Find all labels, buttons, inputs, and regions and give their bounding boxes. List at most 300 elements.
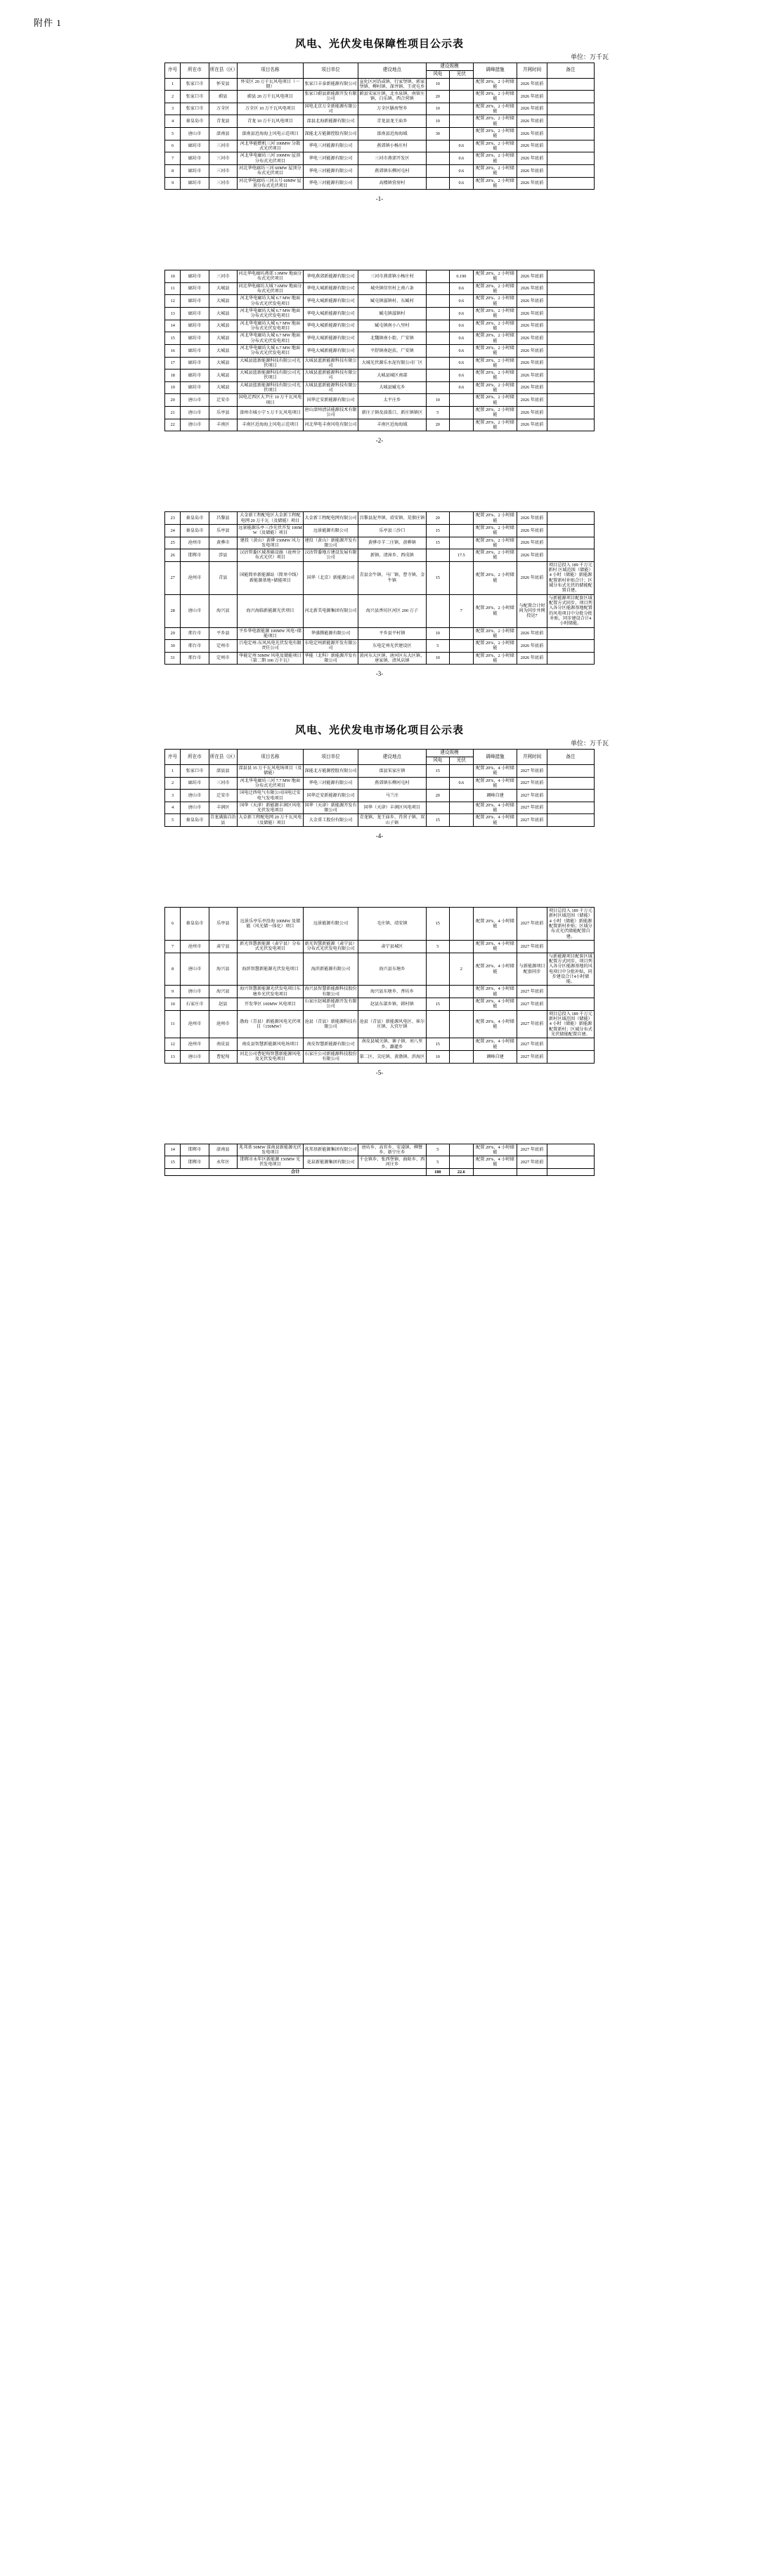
cell-site: 第二区、尖坨镇、黄渤镇、滨海区 [358, 1050, 426, 1063]
page-number-4: -4- [375, 832, 384, 840]
cell-online-time: 2026 年底前 [517, 91, 547, 103]
cell-project-unit: 深能北方能源控股有限公司 [303, 764, 358, 777]
cell-project-unit: 华电三河能源有限公司 [303, 164, 358, 177]
cell-county: 大城县 [209, 320, 237, 332]
cell-remark [547, 394, 594, 407]
cell-city: 秦皇岛市 [181, 115, 209, 128]
th-online-time: 并网时间 [517, 63, 547, 79]
cell-site: 三河市燕郊镇小杨庄村 [358, 270, 426, 283]
cell-city: 廊坊市 [181, 270, 209, 283]
cell-pv [450, 128, 474, 140]
cell-seq: 3 [165, 103, 181, 115]
cell-county: 丰润区 [209, 802, 237, 814]
cell-pv: 0.6 [450, 164, 474, 177]
cell-remark [547, 152, 594, 165]
cell-remark [547, 91, 594, 103]
table-row [165, 332, 595, 345]
cell-pv [450, 940, 474, 953]
cell-wind [426, 140, 450, 152]
cell-wind: 5 [426, 1156, 450, 1169]
cell-remark [547, 78, 594, 91]
cell-county: 乐亭县 [209, 407, 237, 419]
cell-storage: 配置 20%、2 小时储能 [473, 103, 517, 115]
cell-online-time: 2026 年底前 [517, 357, 547, 370]
table-shichanghua-p5 [164, 907, 595, 1063]
cell-county: 滦南县 [209, 128, 237, 140]
cell-pv: 0.6 [450, 344, 474, 357]
cell-storage: 配置 20%、4 小时储能 [473, 1010, 517, 1038]
cell-pv [450, 790, 474, 802]
cell-wind [426, 777, 450, 790]
total-storage [473, 1168, 517, 1175]
cell-pv [450, 986, 474, 998]
cell-storage: 配置 20%、2 小时储能 [473, 640, 517, 653]
cell-storage: 配置 20%、2 小时储能 [473, 128, 517, 140]
cell-remark [547, 549, 594, 562]
cell-project-unit: 华电燕郊新能源有限公司 [303, 270, 358, 283]
table-row [165, 320, 595, 332]
table-row [165, 370, 595, 382]
cell-county: 平乡县 [209, 627, 237, 640]
table-row [165, 640, 595, 653]
cell-online-time: 2026 年底前 [517, 295, 547, 308]
cell-project-name: 海滨智慧新能源光伏发电项目 [237, 953, 303, 986]
cell-project-name: 大城县蓝新能源科技有限公司光伏项目 [237, 381, 303, 394]
cell-site: 滦县宋家庄镇 [358, 764, 426, 777]
th2-storage: 调峰措施 [473, 750, 517, 765]
cell-project-unit: 华电三河能源有限公司 [303, 777, 358, 790]
cell-remark [547, 320, 594, 332]
cell-online-time: 2026 年底前 [517, 103, 547, 115]
cell-wind [426, 1010, 450, 1038]
cell-site: 沧县（青县）新能源风电区、崔尔庄镇、大官厅镇 [358, 1010, 426, 1038]
cell-site: 海兴县东塘乡 [358, 953, 426, 986]
cell-project-name: 河北华电廊坊大城 7.6MW 地面分布式光伏项目 [238, 283, 302, 294]
cell-project-name: 南皮县智慧新能源风电场项目 [237, 1038, 303, 1051]
cell-pv [450, 1156, 474, 1169]
cell-seq: 12 [165, 295, 181, 308]
cell-project-unit: 新光智慧新能源（肃宁县）分布式光伏发电有限公司 [303, 940, 358, 953]
th2-city: 所在市 [181, 750, 209, 765]
cell-county: 三河市 [209, 177, 237, 190]
th-seq: 序号 [165, 63, 181, 79]
table-row [165, 1050, 595, 1063]
cell-wind [426, 282, 450, 295]
cell-pv [450, 115, 474, 128]
table-row [165, 561, 595, 594]
cell-seq: 16 [165, 344, 181, 357]
tbody-p2 [165, 270, 595, 431]
cell-online-time: 2026 年底前 [517, 282, 547, 295]
cell-pv [450, 627, 474, 640]
cell-city: 沧州市 [181, 940, 209, 953]
th2-scale-group: 建设规模 [426, 750, 473, 757]
cell-county: 乐亭县 [209, 908, 237, 941]
page-5 [0, 907, 759, 1075]
cell-storage: 调峰自建 [473, 790, 517, 802]
cell-remark [547, 103, 594, 115]
cell-online-time: 2026 年底前 [517, 177, 547, 190]
table-row [165, 91, 595, 103]
cell-remark [547, 524, 594, 537]
cell-project-name: 河北华电廊坊大城 6.7 MW 地面分布式光伏发电项目 [237, 308, 303, 320]
cell-seq: 5 [165, 128, 181, 140]
th2-pv: 光伏 [450, 757, 474, 765]
cell-project-unit: 大城县蓝新能源科技有限公司 [303, 357, 358, 370]
cell-county: 海兴县 [209, 594, 237, 627]
cell-project-unit: 石家庄赵城新能源开发有限公司 [303, 998, 358, 1011]
cell-online-time: 2026 年底前 [517, 537, 547, 549]
cell-wind: 15 [426, 764, 450, 777]
cell-wind [426, 295, 450, 308]
table-row [165, 986, 595, 998]
cell-city: 沧州市 [181, 561, 209, 594]
cell-seq: 30 [165, 640, 181, 653]
table-baozhangxing-p3 [164, 511, 595, 665]
doc2-unit: 单位：万千瓦 [570, 740, 609, 747]
cell-seq: 23 [165, 512, 181, 525]
cell-wind: 5 [426, 640, 450, 653]
cell-wind: 20 [426, 419, 450, 431]
cell-wind [426, 953, 450, 986]
cell-city: 秦皇岛市 [181, 814, 209, 827]
cell-storage: 配置 20%、2 小时储能 [473, 164, 517, 177]
tbody-p5 [165, 908, 595, 1063]
cell-site: 城央镇信官村上南六条 [358, 282, 426, 295]
cell-project-name: 吕电定州-东风风电光伏发电有限责任公司 [237, 640, 303, 653]
cell-project-name: 河北华电廊坊燕郊 1.9MW 地面分布式光伏项目 [238, 271, 302, 282]
cell-project-unit: 国华迁安新能源有限公司 [303, 394, 358, 407]
page-6 [0, 1144, 759, 1177]
cell-remark [547, 790, 594, 802]
cell-wind [426, 164, 450, 177]
cell-remark [547, 140, 594, 152]
cell-county: 怀安县 [209, 78, 237, 91]
cell-wind [426, 152, 450, 165]
cell-city: 廊坊市 [181, 332, 209, 345]
th2-project-unit: 项目单位 [303, 750, 358, 765]
cell-storage: 配置 20%、4 小时储能 [473, 1156, 517, 1169]
cell-pv [450, 1144, 474, 1156]
cell-site: 大城光伏源乐水泥有限公司厂区 [358, 357, 426, 370]
cell-storage: 配置 20%、2 小时储能 [473, 282, 517, 295]
cell-storage: 配置 20%、4 小时储能 [473, 940, 517, 953]
cell-storage: 配置 20%、2 小时储能 [473, 140, 517, 152]
cell-project-unit: 国华迁安新能源有限公司 [303, 790, 358, 802]
th2-site: 建设地点 [358, 750, 426, 765]
cell-city: 廊坊市 [181, 308, 209, 320]
cell-city: 唐山市 [181, 419, 209, 431]
cell-storage: 配置 20%、2 小时储能 [473, 344, 517, 357]
cell-wind: 10 [426, 103, 450, 115]
cell-project-unit: 华电三河能源有限公司 [303, 177, 358, 190]
cell-remark [547, 1038, 594, 1051]
cell-remark [547, 282, 594, 295]
cell-project-unit: 海兴县智慧新能源科技股份有限公司 [303, 986, 358, 998]
cell-city: 沧州市 [181, 537, 209, 549]
table-row [165, 78, 595, 91]
cell-project-unit: 大城县蓝新能源科技有限公司 [303, 370, 358, 382]
table-baozhangxing-p1 [164, 63, 595, 190]
cell-project-name: 邯郸市永年区新能源 150MW 光伏发电项目 [237, 1156, 303, 1169]
cell-online-time: 2026 年底前 [517, 524, 547, 537]
cell-county: 大城县 [209, 308, 237, 320]
cell-pv: 2 [450, 953, 474, 986]
cell-project-name: 河北华电廊坊大城 6.7 MW 地面分布式光伏发电项目 [237, 332, 303, 345]
cell-seq: 1 [165, 764, 181, 777]
cell-wind: 10 [426, 652, 450, 665]
cell-project-unit: 沧县（青县）新能源科技有限公司 [303, 1010, 358, 1038]
tbody-p6 [165, 1144, 595, 1168]
cell-storage: 配置 20%、2 小时储能 [473, 394, 517, 407]
cell-city: 石家庄市 [181, 998, 209, 1011]
cell-wind [426, 986, 450, 998]
cell-remark: 项目总投入 189 千万元新村区域范围（储能）4 小时（储能）新能源配置新村补贴；区域分布式光伏储能配置自建。 [547, 908, 594, 941]
cell-remark [547, 370, 594, 382]
cell-remark [547, 940, 594, 953]
table-row [165, 1038, 595, 1051]
cell-seq: 8 [165, 953, 181, 986]
cell-project-name: 华能定州 50MW 风电及储能项目（第二期 100 万千瓦） [237, 652, 303, 665]
cell-remark: 与新能源项目配套区域配置方式同步，项目列入各分区能源基地的风电项目中分批补贴，同步建设合计4小时储能。 [547, 953, 594, 986]
cell-online-time: 2026 年底前 [517, 128, 547, 140]
cell-pv: 0.6 [450, 140, 474, 152]
cell-pv [450, 394, 474, 407]
cell-online-time: 2026 年底前 [517, 394, 547, 407]
cell-remark [547, 419, 594, 431]
cell-project-unit: 汉沽管委地方建设发展有限公司 [303, 549, 358, 562]
cell-storage: 配置 20%、2 小时储能 [473, 320, 517, 332]
cell-project-name: 海兴智慧新能源光伏发电项目东塘乡光伏发电项目 [237, 986, 303, 998]
cell-city: 邯郸市 [181, 549, 209, 562]
cell-storage: 配置 20%、4 小时储能 [473, 908, 517, 941]
cell-wind [426, 332, 450, 345]
cell-online-time: 2027 年底前 [517, 802, 547, 814]
cell-seq: 28 [165, 594, 181, 627]
cell-online-time: 与配置合计时间为同步并网投运7 [517, 594, 547, 627]
cell-county: 海兴县 [209, 953, 237, 986]
cell-seq: 13 [165, 308, 181, 320]
cell-online-time: 与新能源项目配套同步 [517, 953, 547, 986]
table-row [165, 295, 595, 308]
cell-pv: 0.6 [450, 357, 474, 370]
table-shichanghua-p4 [164, 749, 595, 827]
cell-wind [426, 381, 450, 394]
cell-project-unit: 国电北京万全新能源有限公司 [303, 103, 358, 115]
cell-project-unit: 张家口蔚县新能源开发有限公司 [303, 91, 358, 103]
cell-project-unit: 海滨新能源有限公司 [303, 953, 358, 986]
cell-storage: 配置 20%、2 小时储能 [473, 332, 517, 345]
cell-county: 永年区 [209, 1156, 237, 1169]
cell-site: 燕郊镇东柳河屯村 [358, 777, 426, 790]
table-baozhangxing-p2 [164, 270, 595, 431]
cell-pv: 0.6 [450, 308, 474, 320]
cell-site: 北魏镇南小街、广安镇 [358, 332, 426, 345]
cell-remark: 项目总投入 189 千万元新村 区域范围（储能）4 小时（储能）新能源配置新村补贴合计；区域分布式光伏的储能配置自建。 [548, 562, 593, 594]
cell-storage: 配置 20%、2 小时储能 [473, 419, 517, 431]
cell-seq: 15 [165, 332, 181, 345]
cell-storage: 配置 20%、2 小时储能 [473, 381, 517, 394]
cell-pv [450, 1010, 474, 1038]
cell-project-name: 蔚县 20 万千瓦风电项目 [237, 91, 303, 103]
cell-project-unit: 滦县北海新能源有限公司 [303, 115, 358, 128]
cell-seq: 15 [165, 1156, 181, 1169]
cell-storage: 配置 20%、2 小时储能 [473, 652, 517, 665]
cell-site: 臧屯镇滋镇村 [358, 308, 426, 320]
page-2 [0, 270, 759, 444]
cell-online-time: 2026 年底前 [517, 561, 547, 594]
cell-project-name: 大城县蓝新能源科技有限公司光伏项目 [237, 357, 303, 370]
table-row [165, 407, 595, 419]
cell-site: 丰南区近海海域 [358, 419, 426, 431]
cell-city: 廊坊市 [181, 357, 209, 370]
cell-county: 大城县 [209, 295, 237, 308]
doc2-title: 风电、光伏发电市场化项目公示表 [294, 725, 464, 737]
cell-city: 唐山市 [181, 594, 209, 627]
cell-remark [547, 381, 594, 394]
cell-pv [450, 640, 474, 653]
cell-remark [547, 802, 594, 814]
cell-seq: 10 [165, 998, 181, 1011]
cell-online-time: 2026 年底前 [517, 332, 547, 345]
cell-county: 肃宁县 [209, 940, 237, 953]
cell-storage: 配置 20%、4 小时储能 [473, 953, 517, 986]
table-row [165, 802, 595, 814]
cell-wind: 20 [426, 512, 450, 525]
cell-online-time: 2026 年底前 [517, 407, 547, 419]
cell-storage: 配置 20%、2 小时储能 [473, 561, 517, 594]
cell-pv: 7 [450, 594, 474, 627]
cell-online-time: 2026 年底前 [517, 370, 547, 382]
cell-storage: 配置 20%、2 小时储能 [473, 115, 517, 128]
cell-seq: 4 [165, 115, 181, 128]
page-1 [0, 0, 759, 202]
cell-project-name: 丰南区近海海上风电示范项目 [237, 419, 303, 431]
cell-pv: 0.6 [450, 152, 474, 165]
cell-storage: 配置 20%、4 小时储能 [473, 777, 517, 790]
table-row [165, 177, 595, 190]
total-wind: 180 [426, 1168, 450, 1175]
cell-project-name: 河北华电廊坊三河 7.7 MW 地面分布式光伏项目 [237, 777, 303, 790]
cell-county: 迁安市 [209, 790, 237, 802]
cell-remark [547, 177, 594, 190]
cell-remark [547, 640, 594, 653]
cell-project-unit: 华能（北科）新能源开发有限公司 [303, 652, 358, 665]
cell-remark [547, 407, 594, 419]
table-row [165, 1010, 595, 1038]
cell-seq: 22 [165, 419, 181, 431]
cell-site: 赵县东部乡镇、韩村镇 [358, 998, 426, 1011]
cell-pv: 0.6 [450, 177, 474, 190]
cell-storage: 配置 20%、4 小时储能 [473, 1038, 517, 1051]
cell-county: 赵县 [209, 998, 237, 1011]
cell-seq: 2 [165, 91, 181, 103]
cell-project-unit: 华电三河能源有限公司 [303, 152, 358, 165]
page-number-2: -2- [375, 437, 384, 445]
cell-wind [426, 357, 450, 370]
cell-project-unit: 兆邦基新能源集团有限公司 [303, 1144, 358, 1156]
cell-remark [547, 164, 594, 177]
cell-project-unit: 唐山滦州清洁能源技术有限公司 [303, 407, 358, 419]
cell-site: 臧屯镇滋镇村、东臧村 [358, 295, 426, 308]
cell-remark [547, 814, 594, 827]
cell-site: 东电定州光伏建设区 [358, 640, 426, 653]
table-shichanghua-p6 [164, 1144, 595, 1177]
cell-online-time: 2026 年底前 [517, 512, 547, 525]
cell-site: 蔚县宋家庄镇、北水泉镇、南留庄镇、白乐镇、西合营镇 [359, 91, 425, 102]
cell-seq: 7 [165, 940, 181, 953]
table-row [165, 344, 595, 357]
table-row [165, 381, 595, 394]
cell-seq: 11 [165, 1010, 181, 1038]
cell-project-name: 国电迁西电气有限公司国电迁安电气发电项目 [237, 790, 303, 802]
cell-online-time: 2027 年底前 [517, 1144, 547, 1156]
cell-site: 平乡县平村镇 [358, 627, 426, 640]
cell-site: 燕郊镇小杨庄村 [358, 140, 426, 152]
cell-city: 邢台市 [181, 652, 209, 665]
cell-wind [426, 308, 450, 320]
page-4 [0, 722, 759, 839]
cell-county: 青龙满族自治县 [209, 815, 236, 825]
table-row [165, 128, 595, 140]
cell-site: 青县金牛镇、马厂镇、曹寺镇、金牛镇 [358, 561, 426, 594]
cell-pv [450, 91, 474, 103]
cell-site: 臧屯镇南小八里村 [358, 320, 426, 332]
cell-remark [547, 998, 594, 1011]
cell-site: 毛庄镇、靖安镇 [358, 908, 426, 941]
cell-online-time: 2026 年底前 [517, 115, 547, 128]
cell-storage: 配置 20%、2 小时储能 [473, 594, 517, 627]
cell-storage: 配置 20%、4 小时储能 [473, 764, 517, 777]
cell-city: 张家口市 [181, 103, 209, 115]
cell-storage: 配置 20%、2 小时储能 [473, 295, 517, 308]
cell-online-time: 2027 年底前 [517, 986, 547, 998]
page-number-1: -1- [375, 195, 384, 203]
cell-pv: 0.190 [450, 270, 474, 283]
total-online [517, 1168, 547, 1175]
cell-county: 滦南县 [209, 1144, 237, 1156]
cell-seq: 11 [165, 282, 181, 295]
cell-city: 廊坊市 [181, 282, 209, 295]
cell-city: 秦皇岛市 [181, 512, 209, 525]
cell-remark [547, 308, 594, 320]
cell-pv: 0.6 [450, 381, 474, 394]
cell-county: 三河市 [209, 777, 237, 790]
table-row [165, 394, 595, 407]
cell-county: 三河市 [209, 164, 237, 177]
cell-project-name: 国能简单新能源站（简单中线）新能源基地+储能项目 [237, 561, 303, 594]
cell-storage: 配置 20%、2 小时储能 [473, 512, 517, 525]
table-row [165, 1156, 595, 1169]
cell-site: 平舒镇南赵扶、广安镇 [358, 344, 426, 357]
cell-pv [450, 407, 474, 419]
table-row [165, 764, 595, 777]
cell-pv [450, 419, 474, 431]
cell-online-time: 2026 年底前 [517, 78, 547, 91]
cell-site: 海兴县东塘乡、香坊乡 [358, 986, 426, 998]
cell-project-name: 远景乐亭乐亭沿海 100MW 及储能（风光储一体化）项目 [237, 908, 303, 941]
total-remark [547, 1168, 594, 1175]
page-number-5: -5- [375, 1068, 384, 1076]
cell-project-name: 远景能源乐亭三沙光伏开发 100MW（及储能）项目 [238, 525, 302, 536]
cell-wind: 10 [426, 627, 450, 640]
cell-city: 唐山市 [181, 407, 209, 419]
cell-online-time: 2027 年底前 [517, 777, 547, 790]
cell-wind: 15 [426, 908, 450, 941]
th2-online-time: 并网时间 [517, 750, 547, 765]
cell-storage: 调峰自建 [473, 1050, 517, 1063]
cell-project-unit: 建投（黄山）新能源开发有限公司 [303, 537, 358, 549]
